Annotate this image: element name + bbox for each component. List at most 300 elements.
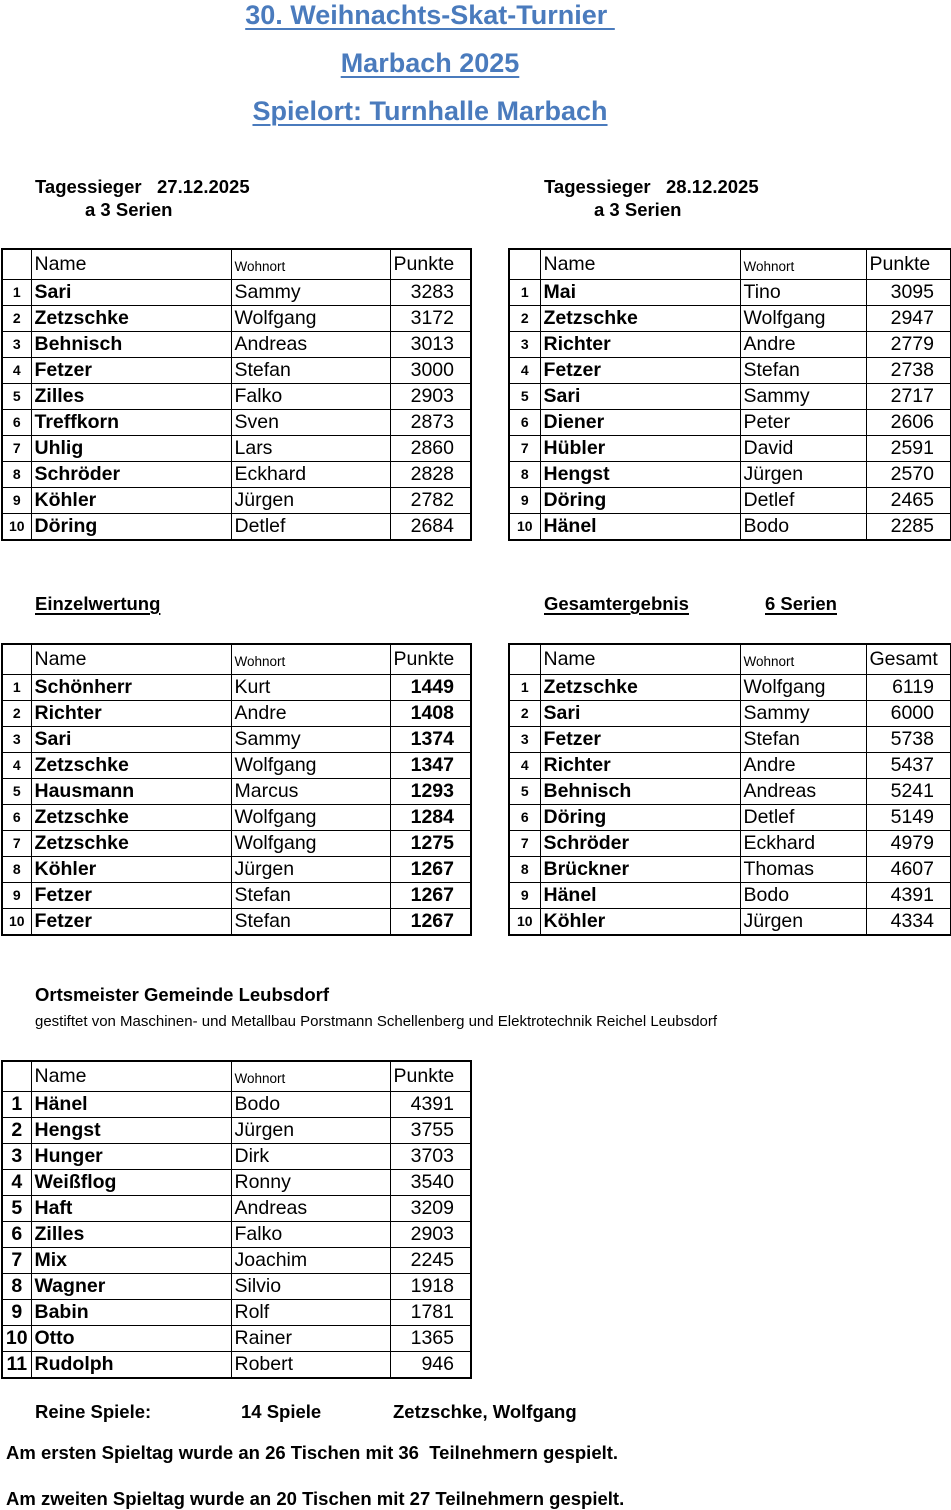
name-cell: Fetzer <box>31 358 231 384</box>
name-cell: Otto <box>31 1326 231 1352</box>
wohnort-cell: Wolfgang <box>231 753 390 779</box>
table-row <box>2 1118 471 1144</box>
points-cell: 1408 <box>390 701 471 727</box>
wohnort-cell: Rolf <box>231 1300 390 1326</box>
header-points-cell: Punkte <box>390 1061 471 1092</box>
header-points-cell: Punkte <box>390 249 471 280</box>
points-cell: 3209 <box>390 1196 471 1222</box>
points-cell: 2738 <box>866 358 951 384</box>
header-points-cell: Punkte <box>866 249 951 280</box>
table-row <box>2 332 471 358</box>
points-cell: 6000 <box>866 701 951 727</box>
points-cell: 5437 <box>866 753 951 779</box>
points-cell: 1918 <box>390 1274 471 1300</box>
table-row <box>509 675 951 701</box>
name-cell: Rudolph <box>31 1352 231 1379</box>
points-cell: 2591 <box>866 436 951 462</box>
rank-cell: 8 <box>509 857 540 883</box>
wohnort-cell: Thomas <box>740 857 866 883</box>
wohnort-cell: Jürgen <box>740 909 866 936</box>
table-row <box>2 1092 471 1118</box>
header-rank-cell <box>2 249 31 280</box>
header-wohnort-cell: Wohnort <box>740 644 866 675</box>
tournament-venue: Spielort: Turnhalle Marbach <box>252 96 608 126</box>
wohnort-cell: Wolfgang <box>231 805 390 831</box>
wohnort-cell: Sammy <box>231 280 390 306</box>
table-header-row <box>2 644 471 675</box>
rank-cell: 5 <box>509 384 540 410</box>
name-cell: Mai <box>540 280 740 306</box>
name-cell: Sari <box>540 384 740 410</box>
table-row <box>2 883 471 909</box>
wohnort-cell: Rainer <box>231 1326 390 1352</box>
rank-cell: 2 <box>2 701 31 727</box>
name-cell: Haft <box>31 1196 231 1222</box>
points-cell: 3540 <box>390 1170 471 1196</box>
name-cell: Zilles <box>31 384 231 410</box>
header-wohnort-cell: Wohnort <box>231 644 390 675</box>
rank-cell: 11 <box>2 1352 31 1379</box>
tournament-year: Marbach 2025 <box>340 48 520 78</box>
gesamt-results-table <box>508 643 951 936</box>
table-row <box>2 280 471 306</box>
reine-spiele-label: Reine Spiele: <box>35 1401 152 1422</box>
points-cell: 1284 <box>390 805 471 831</box>
points-cell: 1267 <box>390 857 471 883</box>
rank-cell: 9 <box>2 883 31 909</box>
rank-cell: 7 <box>2 1248 31 1274</box>
name-cell: Hänel <box>540 514 740 541</box>
table-row <box>509 488 951 514</box>
points-cell: 3000 <box>390 358 471 384</box>
wohnort-cell: Andre <box>231 701 390 727</box>
header-rank-cell <box>509 644 540 675</box>
wohnort-cell: Jürgen <box>231 857 390 883</box>
table-row <box>2 306 471 332</box>
name-cell: Uhlig <box>31 436 231 462</box>
name-cell: Hänel <box>540 883 740 909</box>
points-cell: 2465 <box>866 488 951 514</box>
points-cell: 3283 <box>390 280 471 306</box>
rank-cell: 1 <box>2 280 31 306</box>
points-cell: 2873 <box>390 410 471 436</box>
name-cell: Döring <box>540 805 740 831</box>
points-cell: 1267 <box>390 883 471 909</box>
name-cell: Fetzer <box>31 909 231 936</box>
gesamt-series-label: 6 Serien <box>765 593 837 614</box>
table-row <box>2 1248 471 1274</box>
header-points-cell: Gesamt <box>866 644 951 675</box>
rank-cell: 6 <box>2 1222 31 1248</box>
day1-subheading: a 3 Serien <box>85 199 173 220</box>
table-row <box>2 805 471 831</box>
rank-cell: 4 <box>2 358 31 384</box>
wohnort-cell: Dirk <box>231 1144 390 1170</box>
table-row <box>509 831 951 857</box>
rank-cell: 6 <box>2 410 31 436</box>
table-row <box>2 1352 471 1379</box>
rank-cell: 3 <box>2 1144 31 1170</box>
points-cell: 4391 <box>866 883 951 909</box>
points-cell: 5241 <box>866 779 951 805</box>
rank-cell: 3 <box>509 332 540 358</box>
wohnort-cell: David <box>740 436 866 462</box>
rank-cell: 9 <box>2 488 31 514</box>
name-cell: Sari <box>540 701 740 727</box>
rank-cell: 6 <box>509 410 540 436</box>
header-wohnort-cell: Wohnort <box>740 249 866 280</box>
rank-cell: 10 <box>509 909 540 936</box>
name-cell: Hengst <box>31 1118 231 1144</box>
rank-cell: 3 <box>2 332 31 358</box>
wohnort-cell: Andreas <box>231 332 390 358</box>
points-cell: 1449 <box>390 675 471 701</box>
wohnort-cell: Lars <box>231 436 390 462</box>
points-cell: 2860 <box>390 436 471 462</box>
points-cell: 4334 <box>866 909 951 936</box>
wohnort-cell: Sammy <box>740 701 866 727</box>
einzel-results-table <box>1 643 472 936</box>
rank-cell: 5 <box>2 1196 31 1222</box>
wohnort-cell: Bodo <box>231 1092 390 1118</box>
wohnort-cell: Falko <box>231 384 390 410</box>
wohnort-cell: Sammy <box>740 384 866 410</box>
table-row <box>509 805 951 831</box>
name-cell: Zetzschke <box>540 306 740 332</box>
wohnort-cell: Silvio <box>231 1274 390 1300</box>
wohnort-cell: Eckhard <box>740 831 866 857</box>
name-cell: Richter <box>540 753 740 779</box>
table-row <box>509 306 951 332</box>
rank-cell: 1 <box>2 1092 31 1118</box>
rank-cell: 4 <box>2 1170 31 1196</box>
rank-cell: 6 <box>2 805 31 831</box>
table-row <box>2 1222 471 1248</box>
name-cell: Fetzer <box>31 883 231 909</box>
points-cell: 2903 <box>390 1222 471 1248</box>
wohnort-cell: Detlef <box>740 488 866 514</box>
name-cell: Köhler <box>31 857 231 883</box>
wohnort-cell: Sammy <box>231 727 390 753</box>
wohnort-cell: Stefan <box>231 883 390 909</box>
name-cell: Schröder <box>31 462 231 488</box>
table-row <box>2 831 471 857</box>
points-cell: 2947 <box>866 306 951 332</box>
points-cell: 3095 <box>866 280 951 306</box>
points-cell: 1365 <box>390 1326 471 1352</box>
points-cell: 2684 <box>390 514 471 541</box>
points-cell: 2570 <box>866 462 951 488</box>
reine-spiele-player: Zetzschke, Wolfgang <box>393 1401 577 1422</box>
name-cell: Döring <box>540 488 740 514</box>
day2-heading: Tagessieger 28.12.2025 <box>544 176 759 197</box>
header-rank-cell <box>509 249 540 280</box>
name-cell: Mix <box>31 1248 231 1274</box>
points-cell: 4607 <box>866 857 951 883</box>
table-row <box>2 909 471 936</box>
wohnort-cell: Wolfgang <box>740 675 866 701</box>
table-row <box>2 1196 471 1222</box>
rank-cell: 1 <box>509 675 540 701</box>
name-cell: Treffkorn <box>31 410 231 436</box>
wohnort-cell: Marcus <box>231 779 390 805</box>
name-cell: Schönherr <box>31 675 231 701</box>
wohnort-cell: Andre <box>740 753 866 779</box>
name-cell: Zetzschke <box>31 831 231 857</box>
rank-cell: 4 <box>509 358 540 384</box>
name-cell: Fetzer <box>540 727 740 753</box>
name-cell: Döring <box>31 514 231 541</box>
table-header-row <box>2 249 471 280</box>
table-header-row <box>2 1061 471 1092</box>
table-row <box>509 358 951 384</box>
name-cell: Zetzschke <box>31 753 231 779</box>
points-cell: 2606 <box>866 410 951 436</box>
rank-cell: 5 <box>2 384 31 410</box>
name-cell: Zetzschke <box>31 306 231 332</box>
rank-cell: 9 <box>509 488 540 514</box>
gesamt-heading: Gesamtergebnis <box>544 593 689 614</box>
header-wohnort-cell: Wohnort <box>231 1061 390 1092</box>
rank-cell: 6 <box>509 805 540 831</box>
wohnort-cell: Stefan <box>231 909 390 936</box>
name-cell: Richter <box>31 701 231 727</box>
wohnort-cell: Andre <box>740 332 866 358</box>
header-name-cell: Name <box>31 644 231 675</box>
rank-cell: 4 <box>509 753 540 779</box>
rank-cell: 8 <box>2 462 31 488</box>
wohnort-cell: Tino <box>740 280 866 306</box>
table-row <box>509 436 951 462</box>
table-row <box>509 883 951 909</box>
table-row <box>509 909 951 936</box>
header-wohnort-cell: Wohnort <box>231 249 390 280</box>
table-row <box>509 727 951 753</box>
table-row <box>509 410 951 436</box>
wohnort-cell: Stefan <box>231 358 390 384</box>
rank-cell: 2 <box>2 1118 31 1144</box>
rank-cell: 5 <box>509 779 540 805</box>
name-cell: Hänel <box>31 1092 231 1118</box>
orts-sponsor: gestiftet von Maschinen- und Metallbau Porstmann Schellenberg und Elektrotechnik Reichel Leubsdorf <box>35 1013 718 1030</box>
wohnort-cell: Jürgen <box>740 462 866 488</box>
rank-cell: 8 <box>2 1274 31 1300</box>
points-cell: 3703 <box>390 1144 471 1170</box>
tournament-title: 30. Weihnachts-Skat-Turnier <box>245 0 615 30</box>
wohnort-cell: Detlef <box>231 514 390 541</box>
rank-cell: 9 <box>2 1300 31 1326</box>
table-row <box>2 462 471 488</box>
table-row <box>2 1300 471 1326</box>
points-cell: 4391 <box>390 1092 471 1118</box>
wohnort-cell: Wolfgang <box>231 306 390 332</box>
wohnort-cell: Joachim <box>231 1248 390 1274</box>
rank-cell: 4 <box>2 753 31 779</box>
rank-cell: 5 <box>2 779 31 805</box>
name-cell: Hausmann <box>31 779 231 805</box>
wohnort-cell: Jürgen <box>231 488 390 514</box>
day2-participation-note: Am zweiten Spieltag wurde an 20 Tischen mit 27 Teilnehmern gespielt. <box>6 1488 625 1509</box>
table-row <box>509 462 951 488</box>
header-name-cell: Name <box>31 249 231 280</box>
points-cell: 2828 <box>390 462 471 488</box>
wohnort-cell: Wolfgang <box>740 306 866 332</box>
rank-cell: 1 <box>509 280 540 306</box>
name-cell: Hunger <box>31 1144 231 1170</box>
wohnort-cell: Ronny <box>231 1170 390 1196</box>
rank-cell: 2 <box>509 701 540 727</box>
day1-participation-note: Am ersten Spieltag wurde an 26 Tischen mit 36 Teilnehmern gespielt. <box>6 1442 619 1463</box>
reine-spiele-count: 14 Spiele <box>241 1401 322 1422</box>
table-row <box>2 1274 471 1300</box>
rank-cell: 3 <box>2 727 31 753</box>
name-cell: Weißflog <box>31 1170 231 1196</box>
header-points-cell: Punkte <box>390 644 471 675</box>
table-row <box>509 384 951 410</box>
day2-subheading: a 3 Serien <box>594 199 682 220</box>
wohnort-cell: Wolfgang <box>231 831 390 857</box>
table-row <box>509 280 951 306</box>
rank-cell: 1 <box>2 675 31 701</box>
header-rank-cell <box>2 644 31 675</box>
day2-results-table <box>508 248 951 541</box>
table-row <box>2 675 471 701</box>
table-row <box>509 701 951 727</box>
points-cell: 1267 <box>390 909 471 936</box>
rank-cell: 2 <box>509 306 540 332</box>
points-cell: 2285 <box>866 514 951 541</box>
name-cell: Fetzer <box>540 358 740 384</box>
points-cell: 3755 <box>390 1118 471 1144</box>
orts-heading: Ortsmeister Gemeinde Leubsdorf <box>35 984 330 1005</box>
rank-cell: 7 <box>2 436 31 462</box>
name-cell: Köhler <box>540 909 740 936</box>
points-cell: 4979 <box>866 831 951 857</box>
rank-cell: 10 <box>2 514 31 541</box>
name-cell: Behnisch <box>31 332 231 358</box>
table-row <box>2 436 471 462</box>
header-rank-cell <box>2 1061 31 1092</box>
points-cell: 1275 <box>390 831 471 857</box>
points-cell: 2245 <box>390 1248 471 1274</box>
table-row <box>509 779 951 805</box>
table-header-row <box>509 249 951 280</box>
day1-heading: Tagessieger 27.12.2025 <box>35 176 250 197</box>
name-cell: Sari <box>31 280 231 306</box>
points-cell: 5738 <box>866 727 951 753</box>
points-cell: 2717 <box>866 384 951 410</box>
table-row <box>2 1170 471 1196</box>
wohnort-cell: Detlef <box>740 805 866 831</box>
name-cell: Wagner <box>31 1274 231 1300</box>
wohnort-cell: Andreas <box>740 779 866 805</box>
table-row <box>2 1144 471 1170</box>
table-header-row <box>509 644 951 675</box>
rank-cell: 7 <box>509 436 540 462</box>
wohnort-cell: Falko <box>231 1222 390 1248</box>
day1-results-table <box>1 248 472 541</box>
name-cell: Sari <box>31 727 231 753</box>
header-name-cell: Name <box>540 644 740 675</box>
wohnort-cell: Eckhard <box>231 462 390 488</box>
table-row <box>2 1326 471 1352</box>
table-row <box>2 410 471 436</box>
points-cell: 6119 <box>866 675 951 701</box>
points-cell: 1347 <box>390 753 471 779</box>
table-row <box>2 488 471 514</box>
table-row <box>2 384 471 410</box>
name-cell: Diener <box>540 410 740 436</box>
points-cell: 946 <box>390 1352 471 1379</box>
einzel-heading: Einzelwertung <box>35 593 161 614</box>
name-cell: Zetzschke <box>31 805 231 831</box>
points-cell: 3013 <box>390 332 471 358</box>
rank-cell: 10 <box>2 909 31 936</box>
rank-cell: 8 <box>509 462 540 488</box>
points-cell: 2779 <box>866 332 951 358</box>
table-row <box>509 857 951 883</box>
table-row <box>2 514 471 541</box>
table-row <box>509 753 951 779</box>
rank-cell: 2 <box>2 306 31 332</box>
header-name-cell: Name <box>540 249 740 280</box>
name-cell: Köhler <box>31 488 231 514</box>
table-row <box>509 514 951 541</box>
table-row <box>509 332 951 358</box>
name-cell: Schröder <box>540 831 740 857</box>
points-cell: 1293 <box>390 779 471 805</box>
rank-cell: 3 <box>509 727 540 753</box>
name-cell: Zetzschke <box>540 675 740 701</box>
name-cell: Richter <box>540 332 740 358</box>
wohnort-cell: Bodo <box>740 883 866 909</box>
rank-cell: 10 <box>509 514 540 541</box>
table-row <box>2 701 471 727</box>
rank-cell: 8 <box>2 857 31 883</box>
rank-cell: 9 <box>509 883 540 909</box>
header-name-cell: Name <box>31 1061 231 1092</box>
name-cell: Brückner <box>540 857 740 883</box>
orts-results-table <box>1 1060 472 1379</box>
table-row <box>2 753 471 779</box>
wohnort-cell: Peter <box>740 410 866 436</box>
name-cell: Babin <box>31 1300 231 1326</box>
rank-cell: 7 <box>509 831 540 857</box>
wohnort-cell: Jürgen <box>231 1118 390 1144</box>
wohnort-cell: Andreas <box>231 1196 390 1222</box>
table-row <box>2 727 471 753</box>
name-cell: Hübler <box>540 436 740 462</box>
points-cell: 3172 <box>390 306 471 332</box>
wohnort-cell: Kurt <box>231 675 390 701</box>
table-row <box>2 857 471 883</box>
name-cell: Hengst <box>540 462 740 488</box>
table-row <box>2 358 471 384</box>
points-cell: 1781 <box>390 1300 471 1326</box>
rank-cell: 10 <box>2 1326 31 1352</box>
table-row <box>2 779 471 805</box>
rank-cell: 7 <box>2 831 31 857</box>
points-cell: 5149 <box>866 805 951 831</box>
points-cell: 2782 <box>390 488 471 514</box>
wohnort-cell: Stefan <box>740 358 866 384</box>
wohnort-cell: Robert <box>231 1352 390 1379</box>
points-cell: 2903 <box>390 384 471 410</box>
name-cell: Behnisch <box>540 779 740 805</box>
name-cell: Zilles <box>31 1222 231 1248</box>
wohnort-cell: Bodo <box>740 514 866 541</box>
points-cell: 1374 <box>390 727 471 753</box>
